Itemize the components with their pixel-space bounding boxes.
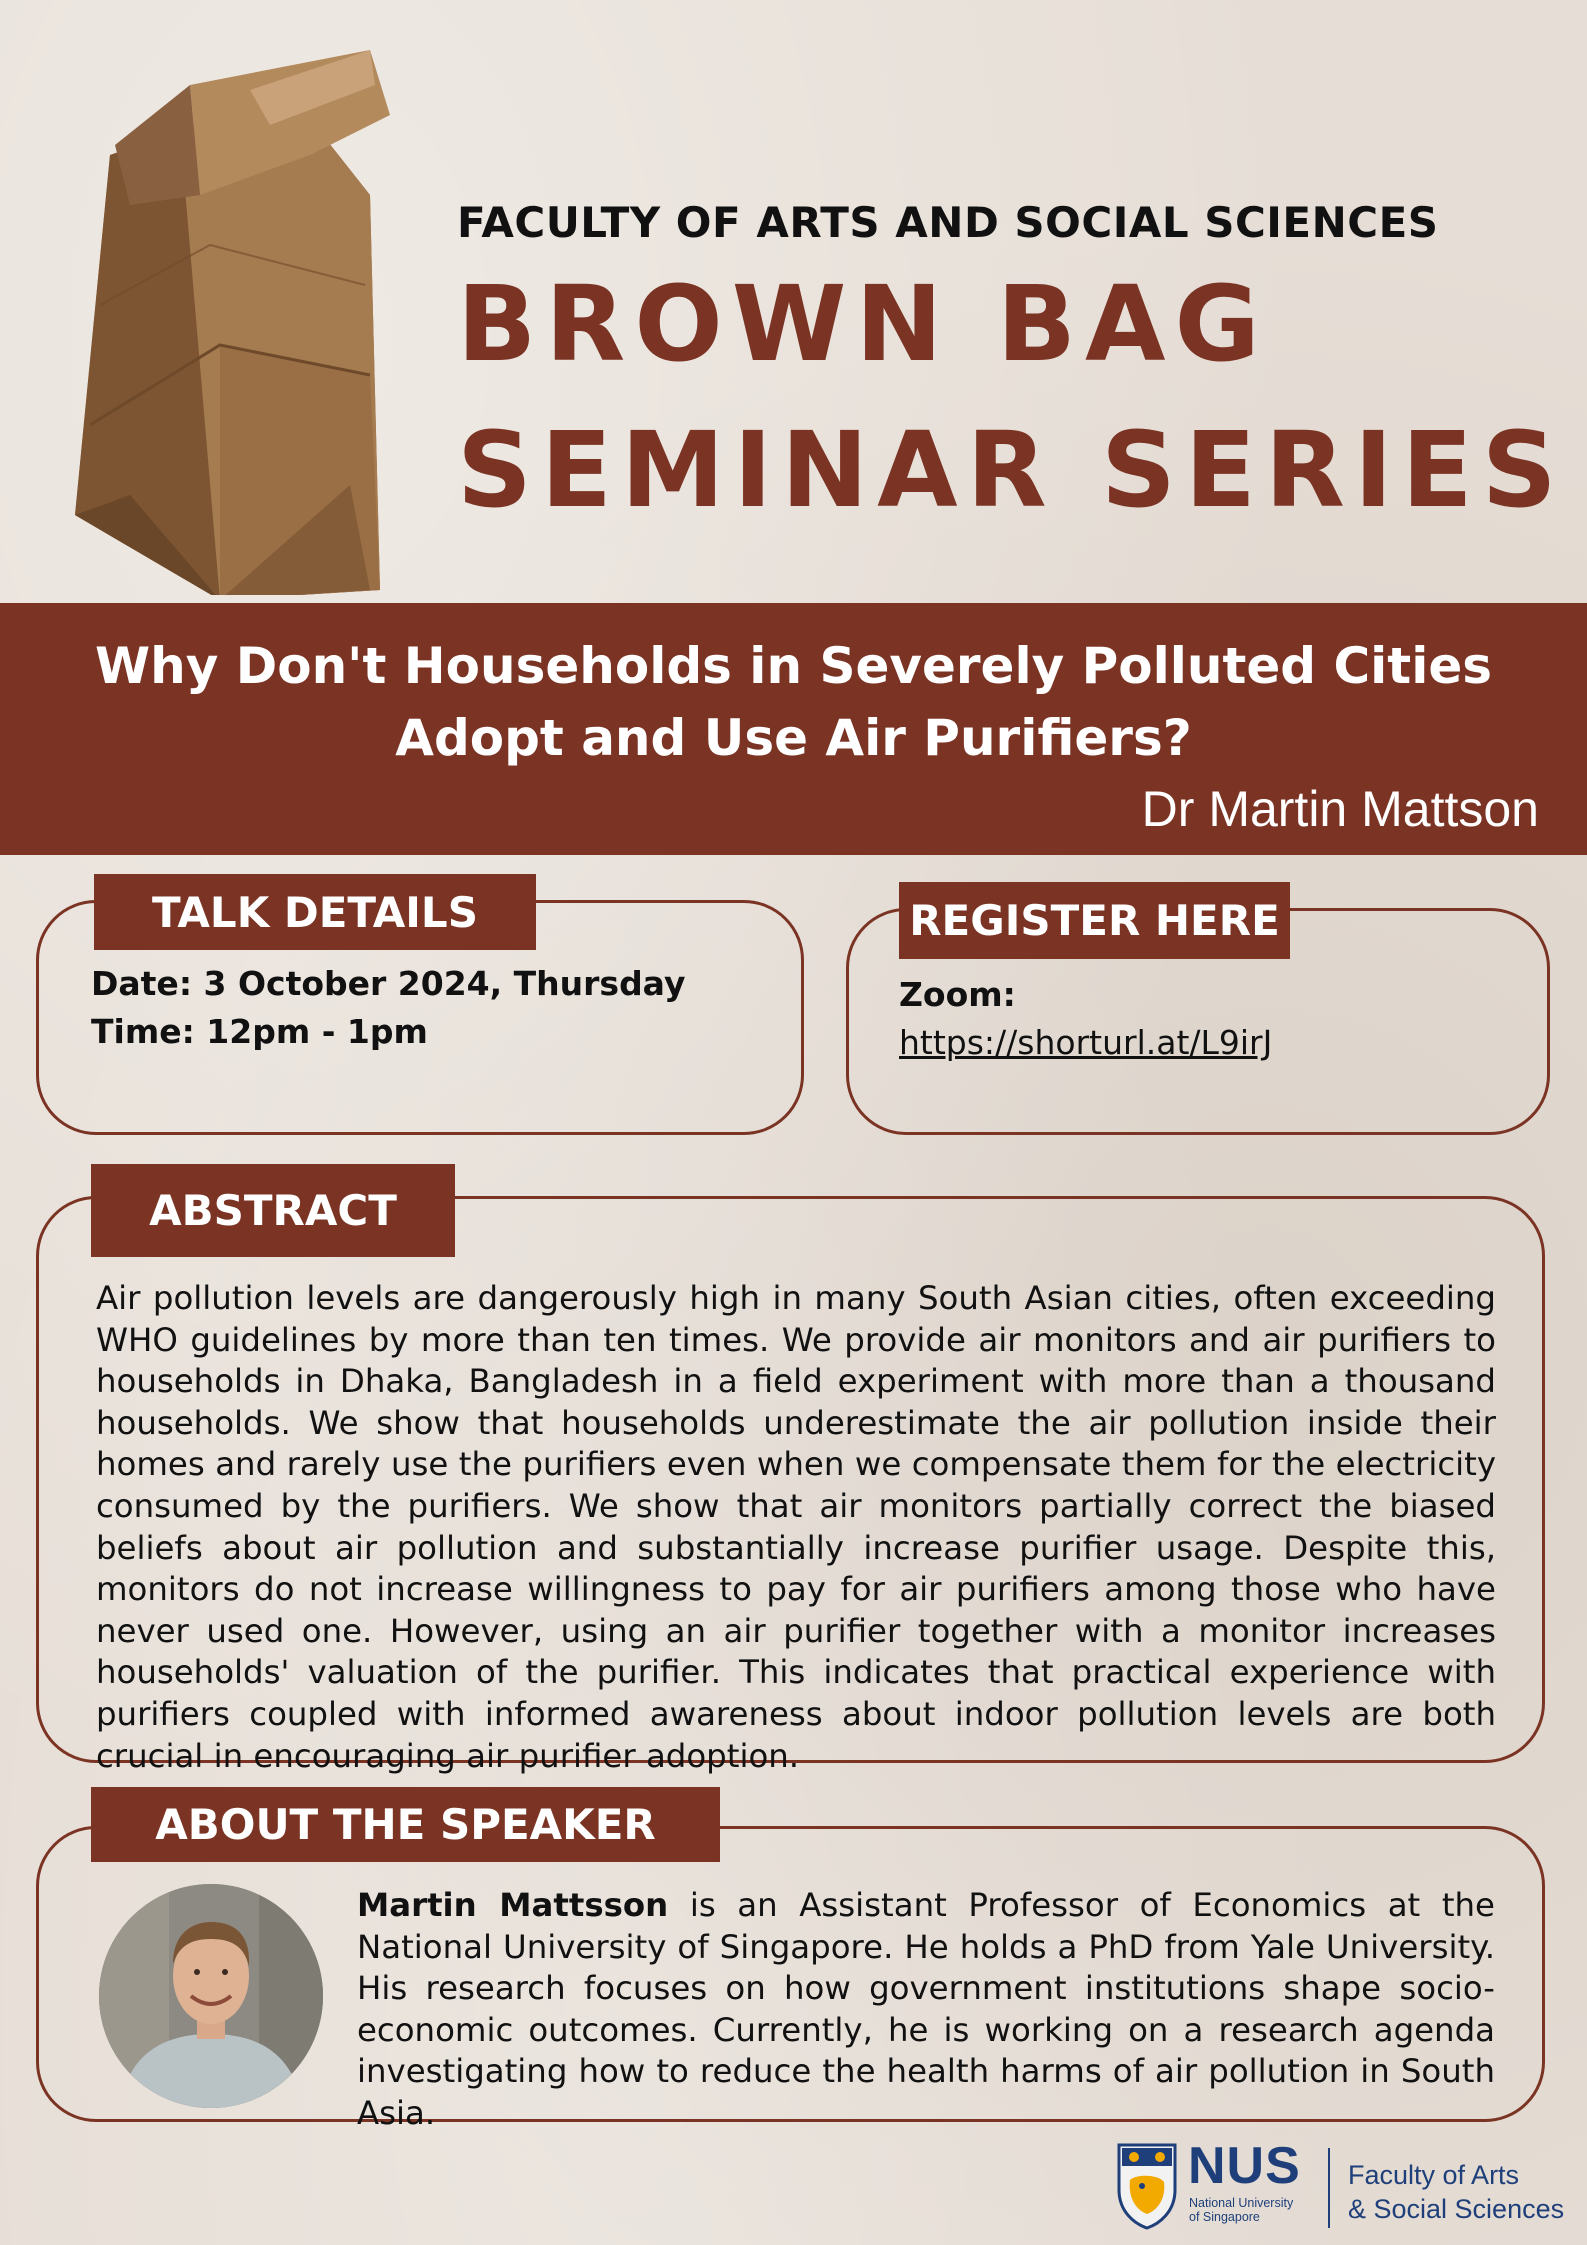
- abstract-label: ABSTRACT: [91, 1164, 455, 1257]
- logo-divider: [1328, 2148, 1330, 2228]
- faculty-heading: FACULTY OF ARTS AND SOCIAL SCIENCES: [457, 198, 1439, 247]
- brown-bag-illustration: [70, 45, 420, 595]
- abstract-text: Air pollution levels are dangerously high in many South Asian cities, often exceeding WHO guidelines by more than ten times. We provide air monitors and air purifiers to households in Dhaka, Bangladesh in a field experiment with more than a thousand households. We show that households underestimate the air pollution inside their homes and rarely use the purifiers even when we compensate them for the electricity consumed by the purifiers. We show that air monitors partially correct the biased beliefs about air pollution and substantially increase purifier usage. Despite this, monitors do not increase willingness to pay for air purifiers among those who have never used one. However, using an air purifier together with a monitor increases households' valuation of the purifier. This indicates that practical experience with purifiers coupled with informed awareness about indoor pollution levels are both crucial in encouraging air purifier adoption.: [96, 1279, 1496, 1775]
- talk-title-line2: Adopt and Use Air Purifiers?: [395, 709, 1192, 767]
- talk-time: Time: 12pm - 1pm: [91, 1012, 428, 1051]
- fass-logo-text: [1348, 2158, 1564, 2226]
- series-title-line2: SEMINAR SERIES: [457, 409, 1566, 531]
- fass-line2: & Social Sciences: [1348, 2194, 1565, 2224]
- nus-sub-line1: National University: [1189, 2196, 1294, 2210]
- nus-logo-text: NUS: [1188, 2137, 1301, 2195]
- nus-crest-icon: [1114, 2140, 1180, 2230]
- register-label: REGISTER HERE: [899, 882, 1290, 959]
- speaker-bio: [357, 1885, 1495, 2135]
- talk-title: [60, 630, 1527, 774]
- nus-logo-subtext: [1189, 2196, 1293, 2224]
- speaker-photo: [99, 1884, 323, 2108]
- zoom-label: Zoom:: [899, 975, 1016, 1014]
- registration-link[interactable]: https://shorturl.at/L9irJ: [899, 1023, 1273, 1062]
- talk-date: Date: 3 October 2024, Thursday: [91, 964, 686, 1003]
- speaker-name: Dr Martin Mattson: [1141, 781, 1539, 837]
- about-speaker-label: ABOUT THE SPEAKER: [91, 1787, 720, 1862]
- talk-details-label: TALK DETAILS: [94, 874, 536, 950]
- speaker-bio-name: Martin Mattsson: [357, 1886, 669, 1924]
- speaker-bio-text: is an Assistant Professor of Economics at the National University of Singapore. He holds a PhD from Yale University. His research focuses on how government institutions shape socio-economic outcomes. Currently, he is working on a research agenda investigating how to reduce the health harms of air pollution in South Asia.: [357, 1886, 1495, 2132]
- nus-sub-line2: of Singapore: [1189, 2210, 1260, 2224]
- series-title-line1: BROWN BAG: [457, 263, 1269, 385]
- talk-title-line1: Why Don't Households in Severely Polluted Cities: [94, 637, 1493, 695]
- fass-line1: Faculty of Arts: [1348, 2160, 1520, 2190]
